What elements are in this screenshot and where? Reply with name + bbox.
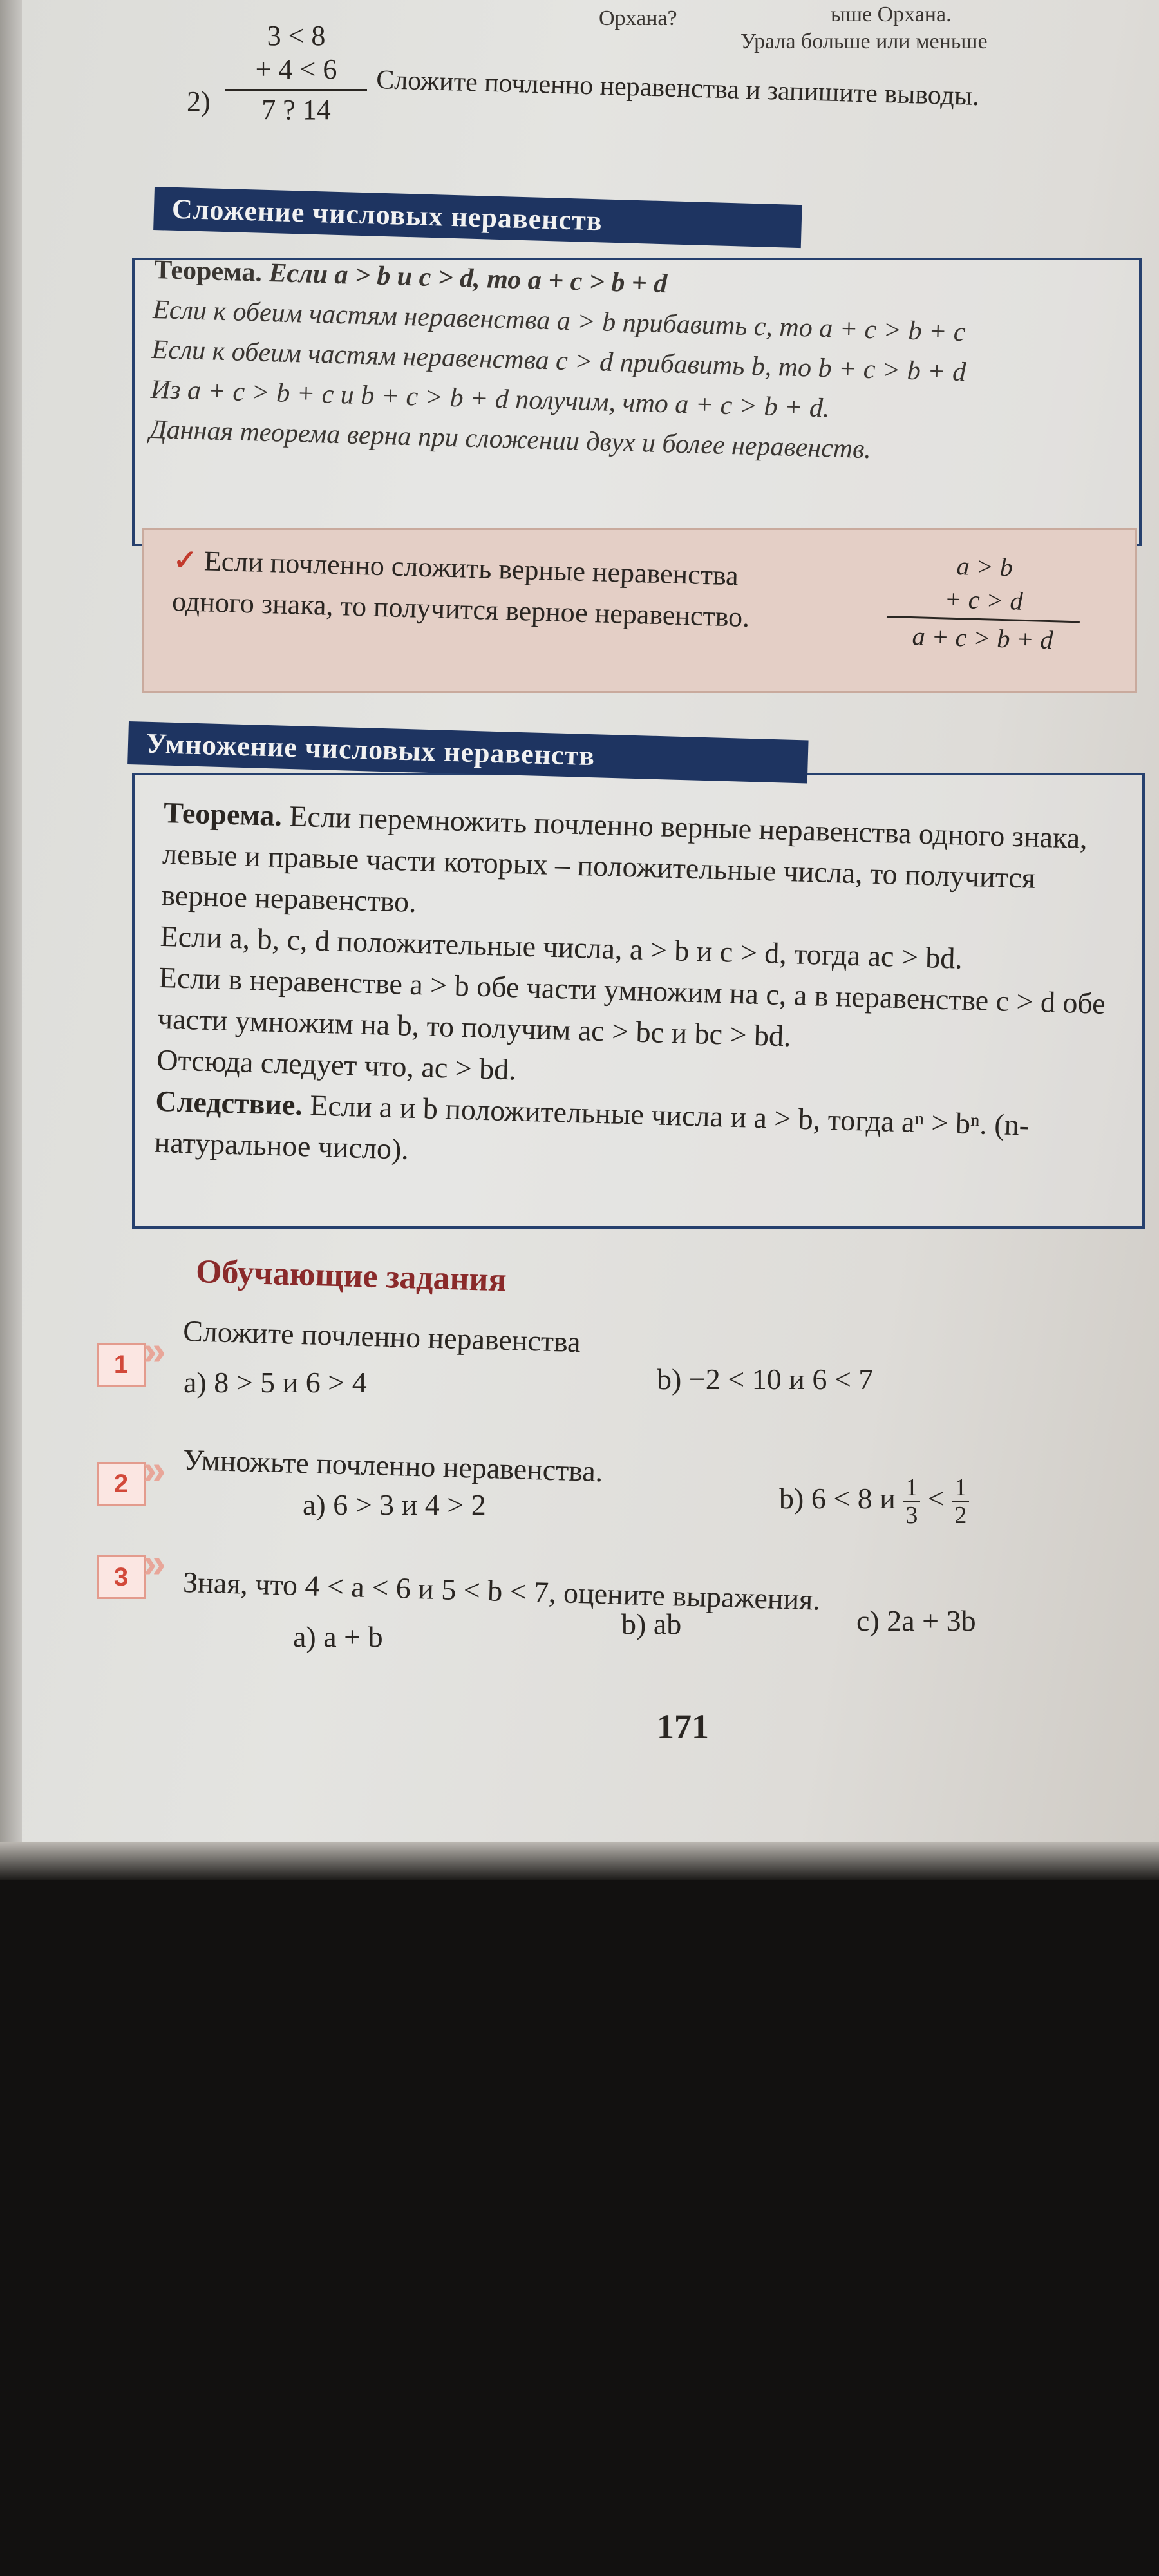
page-binding-edge <box>0 0 22 1855</box>
addition-line-2 <box>219 53 373 86</box>
page-bottom-shadow <box>0 1842 1159 1880</box>
top-right-line2: Урала больше или меньше <box>740 30 988 53</box>
task-3-b: b) ab <box>621 1607 682 1640</box>
page-number: 171 <box>657 1707 709 1746</box>
check-icon: ✓ <box>173 544 198 577</box>
formula-line-3: a + c > b + d <box>912 621 1054 655</box>
theorem-body: Если перемножить почленно верные неравенства одного знака, левые и правые части которых – положительные числа, то получится верное неравенство. <box>160 799 1088 918</box>
column-addition <box>219 19 373 127</box>
task-3-c: c) 2a + 3b <box>856 1604 976 1637</box>
addition-theorem-text <box>149 250 1133 477</box>
task-3-text: Зная, что 4 < a < 6 и 5 < b < 7, оцените выражения. <box>182 1565 821 1616</box>
task-1-badge: 1 <box>97 1343 146 1387</box>
formula-line-2 <box>887 581 1080 620</box>
theorem-condition: Если a > b и c > d, то a + c > b + d <box>268 258 668 299</box>
theorem-line-4: Данная теорема верна при сложении двух и более неравенств. <box>149 414 872 465</box>
section-header-multiplication: Умножение числовых неравенств <box>127 721 808 783</box>
top-right-line1: ыше Орхана. <box>831 3 952 26</box>
task-1-a: a) 8 > 5 и 6 > 4 <box>184 1366 367 1399</box>
addition-line-2-text: 4 < 6 <box>278 53 337 85</box>
fraction-denominator: 3 <box>905 1502 918 1529</box>
addition-result: 7 ? 14 <box>261 94 331 126</box>
theorem-line-2: Если к обеим частям неравенства c > d прибавить b, то b + c > b + d <box>151 334 966 388</box>
task-1-b: b) −2 < 10 и 6 < 7 <box>657 1363 874 1396</box>
corollary-text: Если a и b положительные числа и a > b, тогда aⁿ > bⁿ. (n-натуральное число). <box>154 1088 1030 1166</box>
task-2-text: Умножьте почленно неравенства. <box>182 1443 604 1488</box>
summary-note-formula <box>885 547 1081 658</box>
chevron-right-icon: » <box>143 1540 166 1586</box>
theorem-line-3: Из a + c > b + c и b + c > b + d получим, что a + c > b + d. <box>150 374 831 424</box>
fraction-one-half <box>952 1475 969 1528</box>
summary-note-line2: одного знака, то получится верное неравенство. <box>171 585 750 634</box>
fraction-numerator: 1 <box>952 1475 969 1502</box>
multiplication-line-2: Если a, b, c, d положительные числа, a > b и c > d, тогда ac > bd. <box>160 919 963 975</box>
theorem-label: Теорема. <box>163 795 283 833</box>
top-right-line3: Орхана? <box>599 6 677 30</box>
chevron-right-icon: » <box>143 1327 166 1374</box>
fraction-denominator: 2 <box>954 1502 967 1529</box>
item-number: 2) <box>187 86 211 117</box>
chevron-right-icon: » <box>143 1446 166 1493</box>
task-2-a: a) 6 > 3 и 4 > 2 <box>303 1488 486 1521</box>
task-2-b <box>779 1475 969 1528</box>
task-3-badge: 3 <box>97 1555 146 1599</box>
theorem-line-1: Если к обеим частям неравенства a > b прибавить c, то a + c > b + c <box>152 294 966 348</box>
theorem-label: Теорема. <box>153 254 263 288</box>
task-2-badge: 2 <box>97 1462 146 1506</box>
task-2-b-prefix: b) 6 < 8 и <box>779 1482 896 1515</box>
addition-bar <box>225 89 367 91</box>
formula-plus: + <box>944 584 963 614</box>
summary-note-line1-text: Если почленно сложить верные неравенства <box>203 545 739 592</box>
plus-sign: + <box>255 53 272 85</box>
multiplication-line-4: Отсюда следует что, ac > bd. <box>156 1043 517 1086</box>
section-header-addition: Сложение числовых неравенств <box>153 187 802 248</box>
top-instruction: Сложите почленно неравенства и запишите выводы. <box>375 64 980 112</box>
fraction-numerator: 1 <box>903 1475 920 1502</box>
formula-line-2-text: c > d <box>968 585 1024 616</box>
multiplication-line-3: Если в неравенстве a > b обе части умножим на c, а в неравенстве c > d обе части умножим на b, то получим ac > bc и bc > bd. <box>157 960 1106 1053</box>
corollary-label: Следствие. <box>155 1084 303 1122</box>
tasks-title: Обучающие задания <box>195 1253 507 1299</box>
multiplication-theorem-text <box>154 792 1129 1190</box>
less-than-sign: < <box>927 1482 945 1515</box>
formula-line-1: a > b <box>956 551 1013 582</box>
addition-line-1: 3 < 8 <box>267 20 326 52</box>
fraction-one-third <box>903 1475 920 1528</box>
task-1-text: Сложите почленно неравенства <box>182 1314 581 1359</box>
task-3-a: a) a + b <box>293 1620 383 1653</box>
